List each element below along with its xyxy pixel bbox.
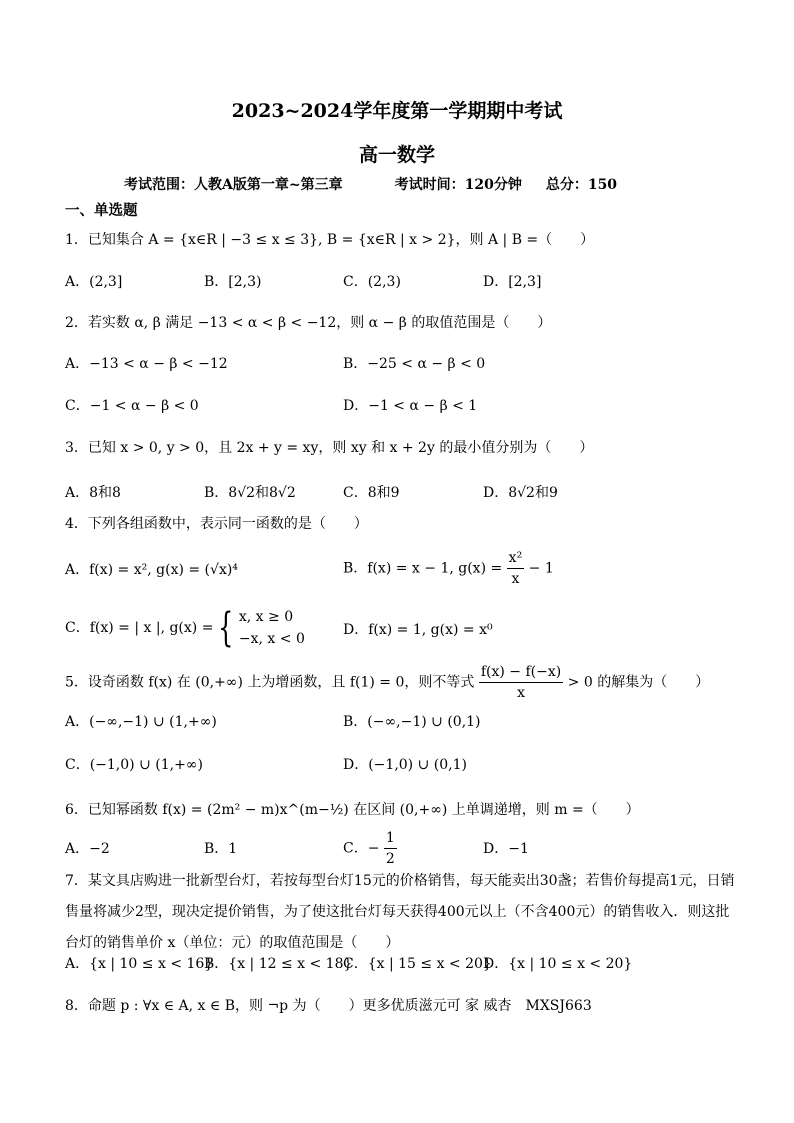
section-heading: 一、单选题 — [65, 202, 138, 219]
q3-option-d: D．8√2和9 — [483, 485, 558, 501]
q4-option-d: D．f(x) = 1, g(x) = x⁰ — [343, 622, 493, 638]
q2-option-d: D．−1 < α − β < 1 — [343, 398, 478, 414]
q8-stem: 8．命题 p : ∀x ∈ A, x ∈ B，则 ¬p 为（ ）更多优质滋元可 家 威杏 MXSJ663 — [65, 998, 592, 1014]
q7-stem: 7．某文具店购进一批新型台灯，若按每型台灯15元的价格销售，每天能卖出30盏；若售价每提高1元，日销售量将减少2型，现决定提价销售，为了使这批台灯每天获得400元以上（不含400元）的销售收入．则这批台灯的销售单价 x（单位：元）的取值范围是（ ） — [65, 873, 735, 951]
q1-option-a: A．(2,3] — [65, 274, 123, 290]
q7-option-d: D．{x | 10 ≤ x < 20} — [483, 956, 633, 972]
q4-option-c-case-1: x, x ≥ 0 — [238, 609, 294, 625]
q6-option-c-denominator: 2 — [385, 851, 395, 867]
q4-stem: 4．下列各组函数中，表示同一函数的是（ ） — [65, 516, 368, 532]
q5-stem-start: 5．设奇函数 f(x) 在 (0,+∞) 上为增函数，且 f(1) = 0，则不等式 — [65, 674, 475, 691]
q6-option-a: A．−2 — [65, 841, 110, 857]
q4-option-a: A．f(x) = x², g(x) = (√x)⁴ — [65, 562, 238, 578]
q5-denominator: x — [517, 685, 525, 701]
q3-option-b: B．8√2和8√2 — [204, 485, 296, 501]
q5-stem-end: > 0 的解集为（ ） — [567, 674, 710, 691]
q4-option-b-denominator: x — [511, 571, 520, 587]
q2-option-b: B．−25 < α − β < 0 — [343, 356, 486, 372]
exam-title: 2023~2024学年度第一学期期中考试 — [231, 100, 563, 122]
exam-time: 考试时间：120分钟 — [394, 177, 522, 193]
exam-scope: 考试范围：人教A版第一章~第三章 — [124, 177, 343, 193]
q4-option-c-cases — [239, 606, 305, 650]
q4-option-b-numerator: x² — [507, 548, 525, 569]
q2-option-c: C．−1 < α − β < 0 — [65, 398, 199, 414]
q6-option-c-label: C．− — [343, 840, 380, 857]
q4-option-c-lhs: C．f(x) = | x |, g(x) = — [65, 620, 214, 636]
q2-option-a: A．−13 < α − β < −12 — [65, 356, 228, 372]
q3-option-c: C．8和9 — [343, 485, 400, 501]
q5-option-c: C．(−1,0) ∪ (1,+∞) — [65, 757, 203, 773]
q7-option-a: A．{x | 10 ≤ x < 16} — [65, 956, 214, 972]
q6-option-c — [343, 828, 397, 869]
exam-total: 总分：150 — [545, 177, 618, 193]
q1-option-c: C．(2,3) — [343, 274, 401, 290]
q1-stem: 1．已知集合 A = {x∈R | −3 ≤ x ≤ 3}, B = {x∈R | x > 2}，则 A | B =（ ） — [65, 232, 595, 248]
q1-option-d: D．[2,3] — [483, 274, 542, 290]
q6-option-b: B．1 — [204, 841, 238, 857]
q5-numerator: f(x) − f(−x) — [479, 662, 563, 683]
left-brace-icon: { — [218, 605, 234, 651]
q1-option-b: B．[2,3) — [204, 274, 262, 290]
q4-option-b-lhs: B．f(x) = x − 1, g(x) = — [343, 560, 503, 577]
q6-option-c-fraction — [384, 828, 397, 869]
q4-option-b — [343, 548, 554, 589]
q4-option-b-rhs: − 1 — [528, 560, 554, 577]
q6-option-c-numerator: 1 — [384, 828, 397, 849]
q5-option-d: D．(−1,0) ∪ (0,1) — [343, 757, 467, 773]
q3-stem: 3．已知 x > 0, y > 0，且 2x + y = xy，则 xy 和 x + 2y 的最小值分别为（ ） — [65, 440, 594, 456]
q4-option-b-fraction — [507, 548, 525, 589]
q7-option-b: B．{x | 12 ≤ x < 18} — [204, 956, 353, 972]
q2-stem: 2．若实数 α, β 满足 −13 < α < β < −12，则 α − β 的取值范围是（ ） — [65, 315, 552, 331]
q5-stem — [65, 662, 709, 703]
q7-option-c: C．{x | 15 ≤ x < 20} — [343, 956, 492, 972]
q5-option-a: A．(−∞,−1) ∪ (1,+∞) — [65, 714, 217, 730]
q5-fraction — [479, 662, 563, 703]
q5-option-b: B．(−∞,−1) ∪ (0,1) — [343, 714, 481, 730]
q4-option-c — [65, 606, 305, 650]
q6-stem: 6．已知幂函数 f(x) = (2m² − m)x^(m−½) 在区间 (0,+∞) 上单调递增，则 m =（ ） — [65, 802, 640, 818]
q4-option-c-case-2: −x, x < 0 — [238, 631, 305, 647]
q3-option-a: A．8和8 — [65, 485, 121, 501]
q6-option-d: D．−1 — [483, 841, 529, 857]
exam-info — [124, 174, 617, 194]
exam-subject: 高一数学 — [358, 144, 435, 166]
